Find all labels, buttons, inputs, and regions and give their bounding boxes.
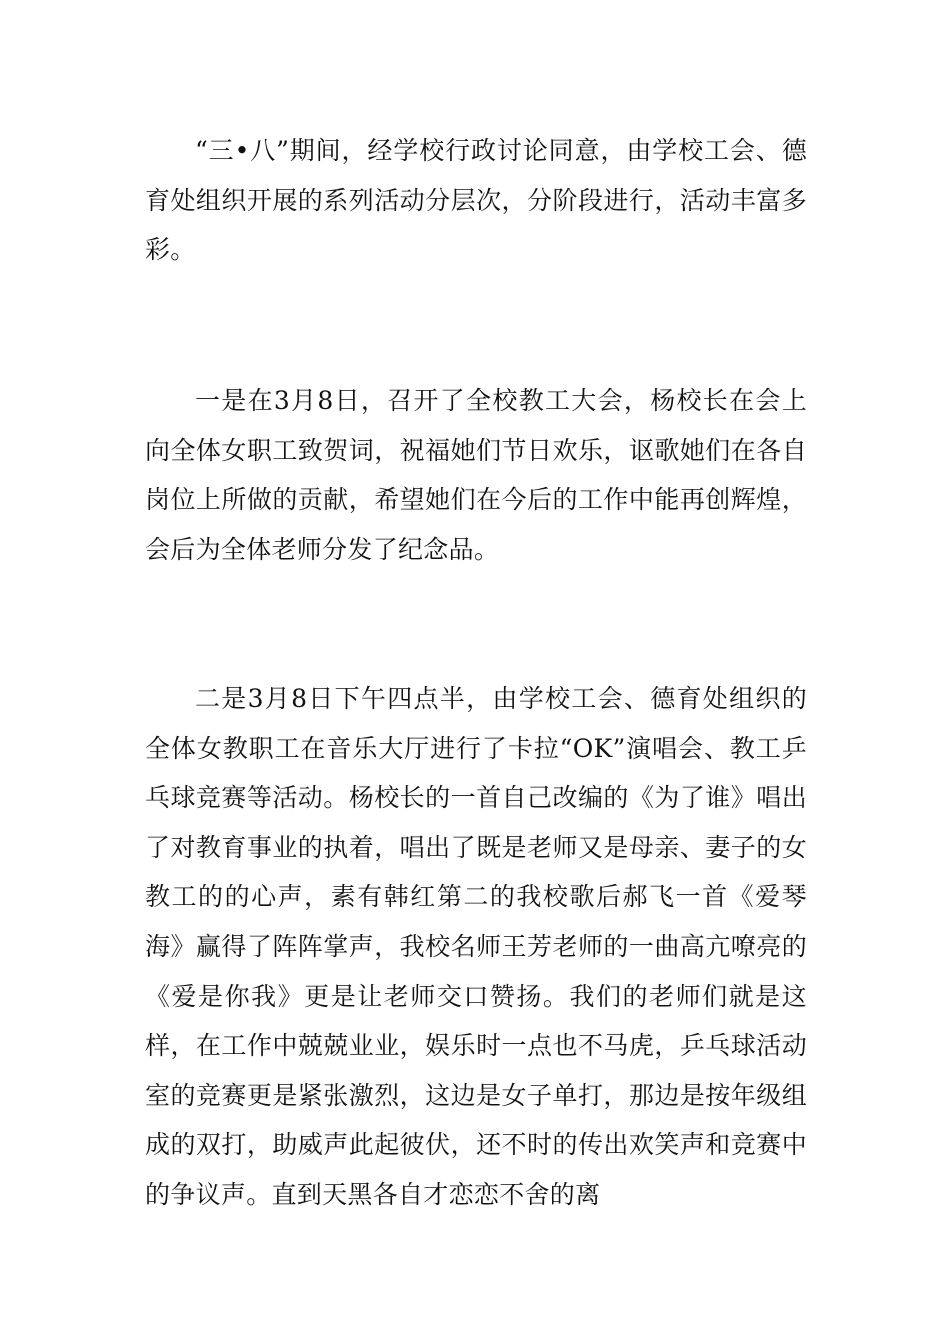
paragraph-teacher-meeting: 一是在3月8日，召开了全校教工大会，杨校长在会上向全体女职工致贺词，祝福她们节日欢乐，讴歌她们在各自岗位上所做的贡献，希望她们在今后的工作中能再创辉煌，会后为全体老师分发了纪念品。 — [145, 386, 807, 564]
paragraph-karaoke-pingpong: 二是3月8日下午四点半，由学校工会、德育处组织的全体女教职工在音乐大厅进行了卡拉“OK”演唱会、教工乒乓球竞赛等活动。杨校长的一首自己改编的《为了谁》唱出了对教育事业的执着，唱出了既是老师又是母亲、妻子的女教工的的心声，素有韩红第二的我校歌后郝飞一首《爱琴海》赢得了阵阵掌声，我校名师王芳老师的一曲高亢嘹亮的《爱是你我》更是让老师交口赞扬。我们的老师们就是这样，在工作中兢兢业业，娱乐时一点也不马虎，乒乓球活动室的竞赛更是紧张激烈，这边是女子单打，那边是按年级组成的双打，助威声此起彼伏，还不时的传出欢笑声和竞赛中的争议声。直到天黑各自才恋恋不舍的离 — [145, 684, 807, 1209]
paragraph-intro: “三•八”期间，经学校行政讨论同意，由学校工会、德育处组织开展的系列活动分层次，分阶段进行，活动丰富多彩。 — [145, 136, 807, 265]
